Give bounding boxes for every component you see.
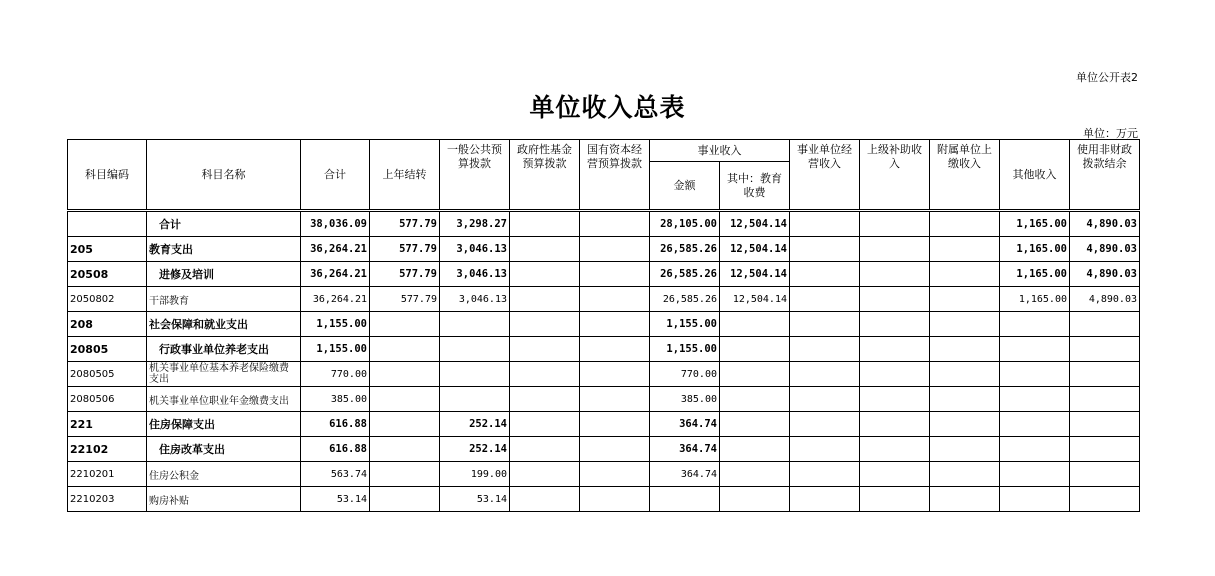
table-row bbox=[68, 462, 1140, 487]
cell-carryover bbox=[370, 337, 440, 362]
cell-general-budget bbox=[440, 337, 510, 362]
cell-business-edu-fee: 12,504.14 bbox=[720, 237, 790, 262]
cell-operating bbox=[790, 437, 860, 462]
cell-code: 20805 bbox=[68, 337, 147, 362]
cell-operating bbox=[790, 211, 860, 237]
cell-name: 干部教育 bbox=[147, 287, 301, 312]
cell-business-edu-fee bbox=[720, 312, 790, 337]
header-gov-fund: 政府性基金预算拨款 bbox=[510, 140, 580, 211]
cell-non-fiscal-balance bbox=[1070, 362, 1140, 387]
cell-total: 1,155.00 bbox=[301, 312, 370, 337]
cell-code: 2210201 bbox=[68, 462, 147, 487]
cell-carryover: 577.79 bbox=[370, 287, 440, 312]
cell-other: 1,165.00 bbox=[1000, 237, 1070, 262]
cell-operating bbox=[790, 287, 860, 312]
table-row bbox=[68, 262, 1140, 287]
cell-business-edu-fee: 12,504.14 bbox=[720, 211, 790, 237]
cell-carryover: 577.79 bbox=[370, 211, 440, 237]
form-number: 单位公开表2 bbox=[1076, 71, 1138, 84]
cell-other bbox=[1000, 462, 1070, 487]
cell-business-amount: 28,105.00 bbox=[650, 211, 720, 237]
table-row bbox=[68, 312, 1140, 337]
cell-name: 教育支出 bbox=[147, 237, 301, 262]
cell-state-capital bbox=[580, 211, 650, 237]
cell-gov-fund bbox=[510, 487, 580, 512]
income-summary-table bbox=[67, 139, 1140, 512]
cell-carryover bbox=[370, 387, 440, 412]
cell-code: 2080505 bbox=[68, 362, 147, 387]
cell-business-amount bbox=[650, 487, 720, 512]
cell-affiliated bbox=[930, 387, 1000, 412]
cell-superior-subsidy bbox=[860, 412, 930, 437]
cell-other bbox=[1000, 362, 1070, 387]
cell-general-budget bbox=[440, 387, 510, 412]
cell-business-edu-fee bbox=[720, 462, 790, 487]
cell-total: 53.14 bbox=[301, 487, 370, 512]
cell-operating bbox=[790, 262, 860, 287]
cell-carryover bbox=[370, 462, 440, 487]
cell-other bbox=[1000, 487, 1070, 512]
cell-code: 2210203 bbox=[68, 487, 147, 512]
cell-gov-fund bbox=[510, 437, 580, 462]
cell-general-budget: 199.00 bbox=[440, 462, 510, 487]
cell-gov-fund bbox=[510, 211, 580, 237]
cell-state-capital bbox=[580, 462, 650, 487]
cell-business-edu-fee bbox=[720, 362, 790, 387]
cell-non-fiscal-balance: 4,890.03 bbox=[1070, 237, 1140, 262]
cell-total: 36,264.21 bbox=[301, 262, 370, 287]
cell-business-amount: 1,155.00 bbox=[650, 312, 720, 337]
cell-gov-fund bbox=[510, 462, 580, 487]
cell-superior-subsidy bbox=[860, 211, 930, 237]
cell-state-capital bbox=[580, 362, 650, 387]
cell-gov-fund bbox=[510, 362, 580, 387]
cell-total: 770.00 bbox=[301, 362, 370, 387]
table-row bbox=[68, 437, 1140, 462]
header-name: 科目名称 bbox=[147, 140, 301, 211]
header-business-edu-fee: 其中：教育收费 bbox=[720, 162, 790, 211]
cell-total: 36,264.21 bbox=[301, 237, 370, 262]
table-row bbox=[68, 412, 1140, 437]
cell-gov-fund bbox=[510, 237, 580, 262]
cell-gov-fund bbox=[510, 387, 580, 412]
cell-carryover: 577.79 bbox=[370, 262, 440, 287]
cell-carryover: 577.79 bbox=[370, 237, 440, 262]
cell-carryover bbox=[370, 412, 440, 437]
cell-general-budget: 252.14 bbox=[440, 412, 510, 437]
header-business-group: 事业收入 bbox=[650, 140, 790, 162]
cell-superior-subsidy bbox=[860, 262, 930, 287]
cell-affiliated bbox=[930, 262, 1000, 287]
header-total: 合计 bbox=[301, 140, 370, 211]
cell-carryover bbox=[370, 437, 440, 462]
cell-superior-subsidy bbox=[860, 487, 930, 512]
cell-other: 1,165.00 bbox=[1000, 211, 1070, 237]
cell-affiliated bbox=[930, 412, 1000, 437]
cell-state-capital bbox=[580, 337, 650, 362]
cell-other bbox=[1000, 412, 1070, 437]
cell-total: 563.74 bbox=[301, 462, 370, 487]
cell-state-capital bbox=[580, 437, 650, 462]
cell-affiliated bbox=[930, 362, 1000, 387]
cell-operating bbox=[790, 362, 860, 387]
header-code: 科目编码 bbox=[68, 140, 147, 211]
cell-code: 2080506 bbox=[68, 387, 147, 412]
cell-general-budget: 3,046.13 bbox=[440, 237, 510, 262]
cell-general-budget: 3,046.13 bbox=[440, 287, 510, 312]
cell-operating bbox=[790, 462, 860, 487]
cell-carryover bbox=[370, 312, 440, 337]
cell-business-amount: 26,585.26 bbox=[650, 262, 720, 287]
cell-business-edu-fee bbox=[720, 412, 790, 437]
cell-operating bbox=[790, 412, 860, 437]
cell-superior-subsidy bbox=[860, 462, 930, 487]
cell-business-amount: 770.00 bbox=[650, 362, 720, 387]
cell-affiliated bbox=[930, 337, 1000, 362]
cell-general-budget: 53.14 bbox=[440, 487, 510, 512]
cell-name: 合计 bbox=[147, 211, 301, 237]
unit-label: 单位：万元 bbox=[1083, 127, 1138, 140]
cell-non-fiscal-balance bbox=[1070, 487, 1140, 512]
cell-gov-fund bbox=[510, 337, 580, 362]
cell-state-capital bbox=[580, 487, 650, 512]
cell-business-edu-fee bbox=[720, 387, 790, 412]
cell-gov-fund bbox=[510, 312, 580, 337]
table-row bbox=[68, 487, 1140, 512]
cell-carryover bbox=[370, 362, 440, 387]
cell-other bbox=[1000, 387, 1070, 412]
header-affiliated: 附属单位上缴收入 bbox=[930, 140, 1000, 211]
cell-name: 社会保障和就业支出 bbox=[147, 312, 301, 337]
cell-gov-fund bbox=[510, 262, 580, 287]
cell-superior-subsidy bbox=[860, 287, 930, 312]
cell-affiliated bbox=[930, 237, 1000, 262]
cell-affiliated bbox=[930, 211, 1000, 237]
cell-superior-subsidy bbox=[860, 437, 930, 462]
cell-total: 36,264.21 bbox=[301, 287, 370, 312]
cell-state-capital bbox=[580, 387, 650, 412]
cell-superior-subsidy bbox=[860, 312, 930, 337]
cell-business-amount: 1,155.00 bbox=[650, 337, 720, 362]
header-general-budget: 一般公共预算拨款 bbox=[440, 140, 510, 211]
cell-general-budget: 3,298.27 bbox=[440, 211, 510, 237]
cell-state-capital bbox=[580, 412, 650, 437]
cell-name: 机关事业单位基本养老保险缴费支出 bbox=[147, 362, 301, 387]
cell-non-fiscal-balance: 4,890.03 bbox=[1070, 211, 1140, 237]
cell-operating bbox=[790, 337, 860, 362]
cell-other bbox=[1000, 437, 1070, 462]
page-title: 单位收入总表 bbox=[529, 93, 686, 122]
cell-code: 20508 bbox=[68, 262, 147, 287]
cell-name: 住房改革支出 bbox=[147, 437, 301, 462]
cell-superior-subsidy bbox=[860, 387, 930, 412]
cell-operating bbox=[790, 237, 860, 262]
cell-business-amount: 364.74 bbox=[650, 462, 720, 487]
cell-business-amount: 26,585.26 bbox=[650, 287, 720, 312]
header-non-fiscal-balance: 使用非财政拨款结余 bbox=[1070, 140, 1140, 211]
cell-carryover bbox=[370, 487, 440, 512]
cell-non-fiscal-balance: 4,890.03 bbox=[1070, 262, 1140, 287]
cell-operating bbox=[790, 387, 860, 412]
cell-non-fiscal-balance bbox=[1070, 412, 1140, 437]
cell-affiliated bbox=[930, 487, 1000, 512]
header-carryover: 上年结转 bbox=[370, 140, 440, 211]
cell-code: 208 bbox=[68, 312, 147, 337]
cell-code: 2050802 bbox=[68, 287, 147, 312]
table-row bbox=[68, 387, 1140, 412]
cell-name: 购房补贴 bbox=[147, 487, 301, 512]
cell-gov-fund bbox=[510, 287, 580, 312]
cell-business-edu-fee bbox=[720, 337, 790, 362]
cell-general-budget bbox=[440, 312, 510, 337]
cell-affiliated bbox=[930, 312, 1000, 337]
header-superior-subsidy: 上级补助收入 bbox=[860, 140, 930, 211]
cell-non-fiscal-balance bbox=[1070, 462, 1140, 487]
table-row bbox=[68, 287, 1140, 312]
table-row bbox=[68, 211, 1140, 237]
cell-code: 22102 bbox=[68, 437, 147, 462]
cell-business-amount: 364.74 bbox=[650, 437, 720, 462]
cell-affiliated bbox=[930, 462, 1000, 487]
header-operating: 事业单位经营收入 bbox=[790, 140, 860, 211]
cell-general-budget bbox=[440, 362, 510, 387]
cell-name: 机关事业单位职业年金缴费支出 bbox=[147, 387, 301, 412]
cell-total: 616.88 bbox=[301, 437, 370, 462]
header-business-amount: 金额 bbox=[650, 162, 720, 211]
cell-general-budget: 252.14 bbox=[440, 437, 510, 462]
cell-total: 1,155.00 bbox=[301, 337, 370, 362]
cell-non-fiscal-balance bbox=[1070, 312, 1140, 337]
table-row bbox=[68, 337, 1140, 362]
cell-other: 1,165.00 bbox=[1000, 262, 1070, 287]
cell-total: 385.00 bbox=[301, 387, 370, 412]
cell-state-capital bbox=[580, 237, 650, 262]
cell-non-fiscal-balance bbox=[1070, 387, 1140, 412]
cell-name: 住房保障支出 bbox=[147, 412, 301, 437]
cell-operating bbox=[790, 312, 860, 337]
cell-gov-fund bbox=[510, 412, 580, 437]
cell-business-amount: 26,585.26 bbox=[650, 237, 720, 262]
cell-code bbox=[68, 211, 147, 237]
cell-name: 行政事业单位养老支出 bbox=[147, 337, 301, 362]
cell-non-fiscal-balance bbox=[1070, 337, 1140, 362]
cell-business-amount: 364.74 bbox=[650, 412, 720, 437]
cell-operating bbox=[790, 487, 860, 512]
cell-superior-subsidy bbox=[860, 362, 930, 387]
cell-state-capital bbox=[580, 287, 650, 312]
cell-non-fiscal-balance bbox=[1070, 437, 1140, 462]
cell-name: 住房公积金 bbox=[147, 462, 301, 487]
header-other: 其他收入 bbox=[1000, 140, 1070, 211]
cell-affiliated bbox=[930, 437, 1000, 462]
cell-state-capital bbox=[580, 312, 650, 337]
cell-superior-subsidy bbox=[860, 337, 930, 362]
header-state-capital: 国有资本经营预算拨款 bbox=[580, 140, 650, 211]
table-row bbox=[68, 237, 1140, 262]
cell-code: 221 bbox=[68, 412, 147, 437]
cell-general-budget: 3,046.13 bbox=[440, 262, 510, 287]
cell-code: 205 bbox=[68, 237, 147, 262]
cell-total: 616.88 bbox=[301, 412, 370, 437]
cell-non-fiscal-balance: 4,890.03 bbox=[1070, 287, 1140, 312]
cell-other: 1,165.00 bbox=[1000, 287, 1070, 312]
cell-other bbox=[1000, 312, 1070, 337]
cell-other bbox=[1000, 337, 1070, 362]
cell-business-edu-fee bbox=[720, 487, 790, 512]
cell-total: 38,036.09 bbox=[301, 211, 370, 237]
cell-state-capital bbox=[580, 262, 650, 287]
cell-affiliated bbox=[930, 287, 1000, 312]
cell-superior-subsidy bbox=[860, 237, 930, 262]
cell-name: 进修及培训 bbox=[147, 262, 301, 287]
table-row bbox=[68, 362, 1140, 387]
cell-business-amount: 385.00 bbox=[650, 387, 720, 412]
cell-business-edu-fee: 12,504.14 bbox=[720, 262, 790, 287]
cell-business-edu-fee: 12,504.14 bbox=[720, 287, 790, 312]
cell-business-edu-fee bbox=[720, 437, 790, 462]
